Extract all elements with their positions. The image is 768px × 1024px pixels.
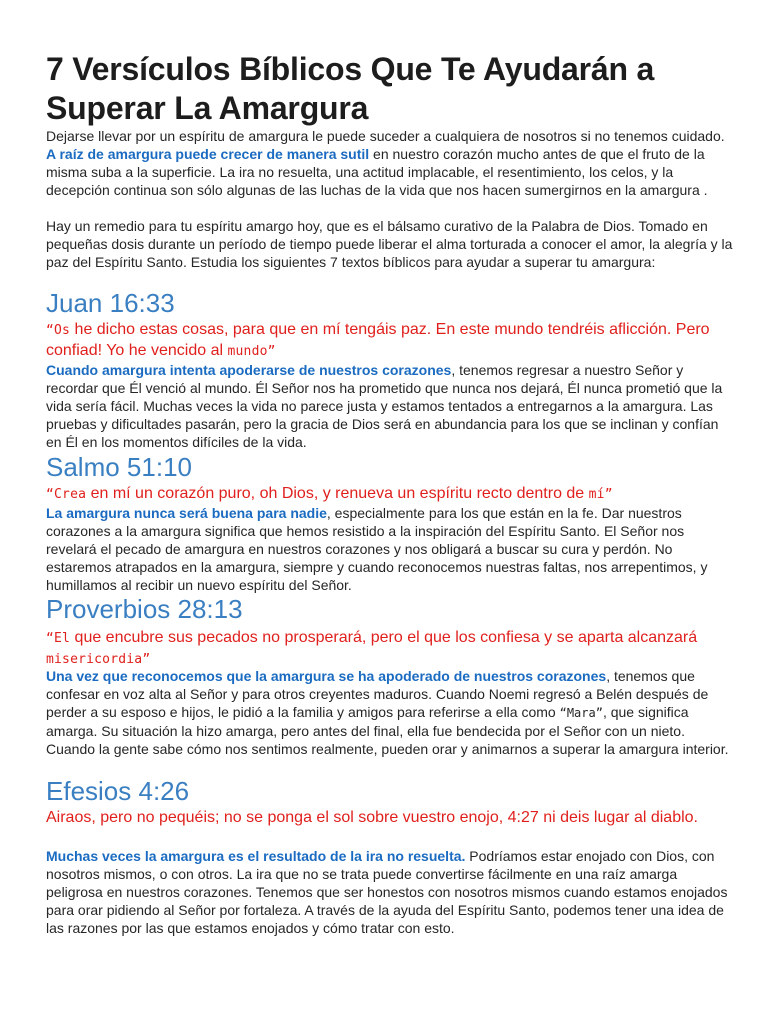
article-title: 7 Versículos Bíblicos Que Te Ayudarán a Superar La Amargura xyxy=(46,51,655,126)
intro-paragraph-1 xyxy=(46,127,736,199)
section-text-proverbios-a: , tenemos que confesar en voz alta al Señor y para otros creyentes maduros. Cuando Noemi regresó a Belén después de perder a su esposo e hijos, le pidió a la familia y amigos para referirse a ella como xyxy=(46,668,709,720)
intro-highlight-link[interactable]: A raíz de amargura puede crecer de manera sutil xyxy=(46,146,370,162)
section-lead-efesios: Muchas veces la amargura es el resultado de la ira no resuelta. xyxy=(46,848,466,864)
verse-heading-efesios: Efesios 4:26 xyxy=(46,776,190,806)
verse-quote-salmo xyxy=(46,484,736,505)
quote-close-word: mundo” xyxy=(227,344,276,359)
quote-main: he dicho estas cosas, para que en mí tengáis paz. En este mundo tendréis aflicción. Pero confiad! Yo he vencido al xyxy=(46,321,710,359)
quote-main: en mí un corazón puro, oh Dios, y renueva un espíritu recto dentro de xyxy=(86,485,589,502)
verse-heading-juan: Juan 16:33 xyxy=(46,288,175,318)
verse-quote-efesios: Airaos, pero no pequéis; no se ponga el sol sobre vuestro enojo, 4:27 ni deis lugar al diablo. xyxy=(46,809,698,826)
quote-open-word: “Os xyxy=(46,323,71,338)
verse-heading-salmo: Salmo 51:10 xyxy=(46,452,192,482)
quote-close-word: mí” xyxy=(588,487,613,502)
section-body-salmo xyxy=(46,504,736,594)
quote-open-word: “El xyxy=(46,631,71,646)
verse-heading-proverbios: Proverbios 28:13 xyxy=(46,594,243,624)
quote-main: que encubre sus pecados no prosperará, pero el que los confiesa y se aparta alcanzará xyxy=(70,629,698,646)
quote-open-word: “Crea xyxy=(46,487,87,502)
intro-text-1: Dejarse llevar por un espíritu de amargura le puede suceder a cualquiera de nosotros si no tenemos cuidado. xyxy=(46,128,725,144)
section-lead-juan: Cuando amargura intenta apoderarse de nuestros corazones xyxy=(46,362,452,378)
section-text-juan: , tenemos regresar a nuestro Señor y recordar que Él venció al mundo. Él Señor nos ha prometido que nunca nos dejará, Él nunca prometió que la vida sería fácil. Muchas veces la vida no parece justa y estamos tentados a entregarnos a la amargura. Las pruebas y dificultades pasarán, pero la gracia de Dios será en abundancia para los que se inclinan y confían en Él en los momentos difíciles de la vida. xyxy=(46,362,723,450)
section-body-juan xyxy=(46,361,736,451)
section-text-efesios: Podríamos estar enojado con Dios, con nosotros mismos, o con otros. La ira que no se trata puede convertirse fácilmente en una raíz amarga peligrosa en nuestros corazones. Tenemos que ser honestos con nosotros mismos cuando estamos enojados para orar pidiendo al Señor por fortaleza. A través de la ayuda del Espíritu Santo, podemos tener una idea de las razones por las que estamos enojados y cómo tratar con esto. xyxy=(46,848,728,936)
verse-quote-juan xyxy=(46,320,736,362)
section-body-efesios xyxy=(46,847,736,937)
intro-paragraph-2: Hay un remedio para tu espíritu amargo hoy, que es el bálsamo curativo de la Palabra de Dios. Tomado en pequeñas dosis durante un período de tiempo puede liberar el alma torturada a conocer el amor, la alegría y la paz del Espíritu Santo. Estudia los siguientes 7 textos bíblicos para ayudar a superar tu amargura: xyxy=(46,218,733,270)
mara-word: “Mara” xyxy=(559,706,603,720)
section-lead-salmo: La amargura nunca será buena para nadie xyxy=(46,505,327,521)
verse-quote-proverbios xyxy=(46,628,736,670)
quote-close-word: misericordia” xyxy=(46,652,151,667)
section-text-salmo: , especialmente para los que están en la fe. Dar nuestros corazones a la amargura significa que hemos resistido a la inspiración del Espíritu Santo. El Señor nos revelará el pecado de amargura en nuestros corazones y nos obligará a buscar su cura y perdón. No estaremos atrapados en la amargura, siempre y cuando reconocemos nuestras faltas, nos arrepentimos, y humillamos al recibir un nuevo espíritu del Señor. xyxy=(46,505,708,593)
section-text-proverbios-b: , que significa amarga. Su situación la hizo amarga, pero antes del final, ella fue bendecida por el Señor con un nieto. Cuando la gente sabe cómo nos sentimos realmente, pueden orar y animarnos a superar la amargura interior. xyxy=(46,704,729,757)
section-body-proverbios xyxy=(46,667,736,758)
intro-text-2: en nuestro corazón mucho antes de que el fruto de la misma suba a la superficie. La ira no resuelta, una actitud implacable, el resentimiento, los celos, y la decepción continua son sólo algunas de las luchas de la vida que nos hacen sumergirnos en la amargura . xyxy=(46,146,708,198)
section-lead-proverbios: Una vez que reconocemos que la amargura se ha apoderado de nuestros corazones xyxy=(46,668,607,684)
